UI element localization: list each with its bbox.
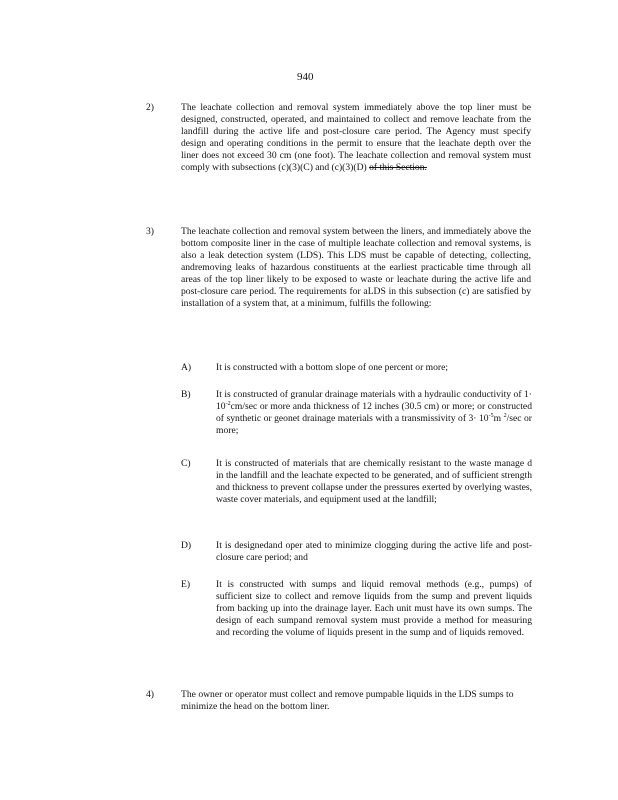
text-segment: /sec or more; (216, 413, 532, 436)
subparagraph-a-text: It is constructed with a bottom slope of one percent or more; (216, 362, 449, 373)
exponent: 2 (503, 413, 507, 419)
subparagraph-e-text: It is constructed with sumps and liquid removal methods (e.g., pumps) of sufficient size to collect and remove liquids from the sump and prevent liquids from backing up into the drainage layer. Each unit must have its own sumps. The design of each sumpand removal system must provide a method for measuring and recording the volume of liquids present in the sump and of liquids removed. (216, 579, 532, 638)
paragraph-3-label: 3) (146, 226, 154, 237)
paragraph-4-label: 4) (146, 689, 154, 700)
text-segment: m (493, 413, 502, 424)
subparagraph-c-label: C) (181, 458, 191, 469)
text-segment: It is constructed of granular drainage materials with a hydraulic conductivity of 1· 10 (216, 389, 532, 412)
subparagraph-b-text (216, 389, 532, 437)
subparagraph-c-text: It is constructed of materials that are chemically resistant to the waste manage d in the landfill and the leachate expected to be generated, and of sufficient strength and thickness to prevent collapse under the pressures exerted by overlying wastes, waste cover materials, and equipment used at the landfill; (216, 458, 532, 505)
struck-text: of this Section. (369, 162, 427, 173)
subparagraph-d-text: It is designedand oper ated to minimize clogging during the active life and post-closure care period; and (216, 540, 532, 563)
exponent: -5 (488, 413, 494, 419)
page-number: 940 (297, 71, 314, 83)
paragraph-2-body: The leachate collection and removal system immediately above the top liner must be designed, constructed, operated, and maintained to collect and remove leachate from the landfill during the active life and post-closure care period. The Agency must specify design and operating conditions in the permit to ensure that the leachate depth over the liner does not exceed 30 cm (one foot). The leachate collection and removal system must comply with subsections (c)(3)(C) and (c)(3)(D) (181, 102, 531, 173)
text-segment: cm/sec or more anda thickness of 12 inches (30.5 cm) or more; or constructed of synthetic or geonet drainage materials with a transmissivity of 3· 10 (216, 401, 532, 424)
paragraph-3-text: The leachate collection and removal system between the liners, and immediately above the bottom composite liner in the case of multiple leachate collection and removal systems, is also a leak detection system (LDS). This LDS must be capable of detecting, collecting, andremoving leaks of hazardous constituents at the earliest practicable time through all areas of the top liner likely to be exposed to waste or leachate during the active life and post-closure care period. The requirements for aLDS in this subsection (c) are satisfied by installation of a system that, at a minimum, fulfills the following: (181, 226, 531, 309)
subparagraph-a-label: A) (181, 362, 192, 373)
paragraph-4-text: The owner or operator must collect and remove pumpable liquids in the LDS sumps to minimize the head on the bottom liner. (181, 689, 514, 712)
paragraph-2-text (181, 102, 531, 174)
subparagraph-e-label: E) (181, 579, 191, 590)
exponent: -2 (225, 401, 231, 407)
subparagraph-b-label: B) (181, 389, 191, 400)
paragraph-2-label: 2) (146, 102, 154, 113)
subparagraph-d-label: D) (181, 540, 192, 551)
